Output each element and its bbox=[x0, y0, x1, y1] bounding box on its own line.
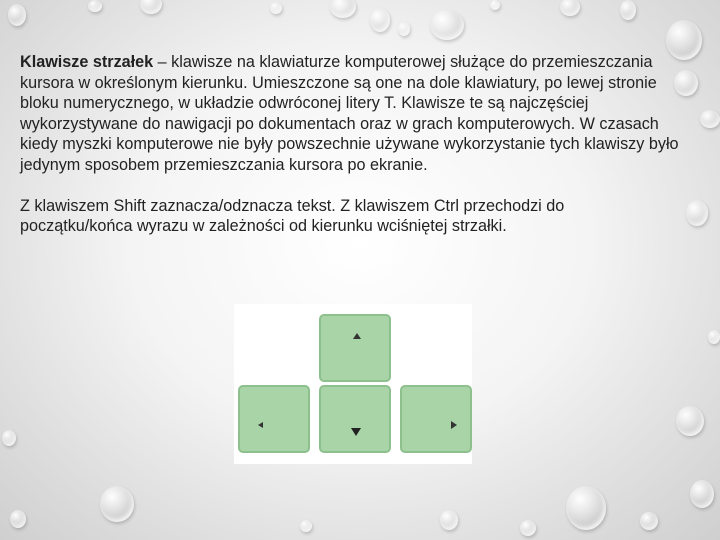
water-drop bbox=[640, 512, 658, 530]
water-drop bbox=[490, 0, 500, 10]
down-arrow-key bbox=[319, 385, 391, 453]
up-arrow-icon bbox=[353, 333, 361, 339]
arrow-keys-image bbox=[234, 304, 472, 464]
water-drop bbox=[270, 2, 282, 14]
water-drop bbox=[8, 4, 26, 26]
up-arrow-key bbox=[319, 314, 391, 382]
water-drop bbox=[708, 330, 720, 344]
water-drop bbox=[700, 110, 720, 128]
water-drop bbox=[300, 520, 312, 532]
water-drop bbox=[440, 510, 458, 530]
water-drop bbox=[330, 0, 356, 18]
water-drop bbox=[686, 200, 708, 226]
paragraph-definition bbox=[20, 52, 680, 176]
down-arrow-icon bbox=[351, 428, 361, 436]
left-arrow-key bbox=[238, 385, 310, 453]
right-arrow-key bbox=[400, 385, 472, 453]
definition-text: – klawisze na klawiaturze komputerowej służące do przemieszczania kursora w określonym kierunku. Umieszczone są one na dole klawiatury, po lewej stronie bloku numerycznego, w układzie odwróconej litery T. Klawisze te są najczęściej wykorzystywane do nawigacji po dokumentach oraz w grach komputerowych. W czasach kiedy myszki komputerowe nie były powszechnie używane wykorzystanie tych klawiszy było jedynym sposobem przemieszczania kursora po ekranie. bbox=[20, 53, 679, 174]
water-drop bbox=[10, 510, 26, 528]
water-drop bbox=[140, 0, 162, 14]
water-drop bbox=[560, 0, 580, 16]
slide-text bbox=[20, 52, 680, 237]
right-arrow-icon bbox=[451, 421, 457, 429]
water-drop bbox=[690, 480, 714, 508]
water-drop bbox=[398, 22, 410, 36]
water-drop bbox=[620, 0, 636, 20]
water-drop bbox=[88, 0, 102, 12]
water-drop bbox=[676, 406, 704, 436]
paragraph-modifiers: Z klawiszem Shift zaznacza/odznacza tekst. Z klawiszem Ctrl przechodzi do początku/końca wyrazu w zależności od kierunku wciśniętej strzałki. bbox=[20, 196, 565, 236]
term-heading: Klawisze strzałek bbox=[20, 53, 154, 71]
water-drop bbox=[2, 430, 16, 446]
water-drop bbox=[566, 486, 606, 530]
water-drop bbox=[520, 520, 536, 536]
water-drop bbox=[370, 8, 390, 32]
left-arrow-icon bbox=[258, 422, 263, 428]
water-drop bbox=[430, 10, 464, 40]
water-drop bbox=[100, 486, 134, 522]
